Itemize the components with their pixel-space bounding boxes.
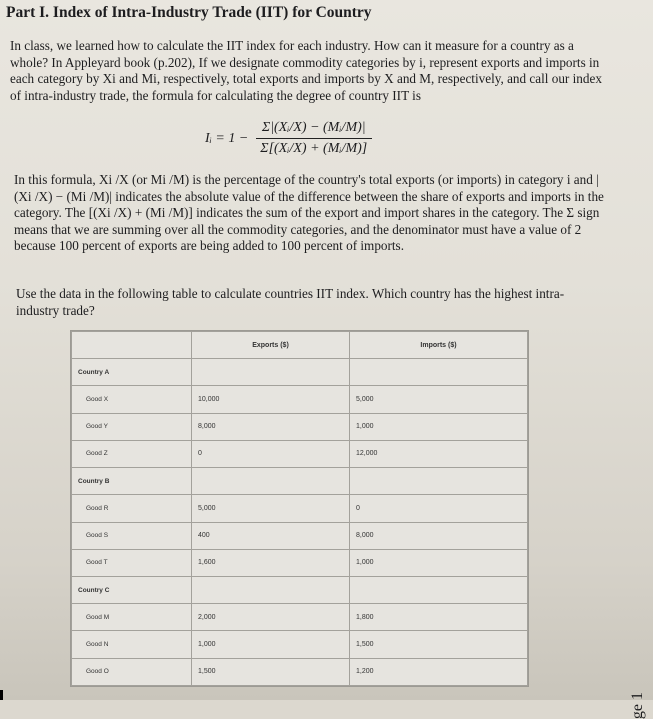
good-label: Good Z	[72, 440, 192, 467]
exports-value: 10,000	[192, 386, 350, 413]
table-row	[72, 413, 528, 440]
exports-header: Exports ($)	[192, 332, 350, 359]
country-label: Country B	[72, 468, 192, 495]
good-label: Good T	[72, 549, 192, 576]
exports-value: 2,000	[192, 604, 350, 631]
country-label: Country A	[72, 359, 192, 386]
trade-table	[71, 331, 528, 686]
question-paragraph: Use the data in the following table to calculate countries IIT index. Which country has the highest intra-industry trade?	[16, 286, 565, 318]
imports-value: 8,000	[350, 522, 528, 549]
table-row	[72, 631, 528, 658]
imports-header: Imports ($)	[350, 332, 528, 359]
imports-value: 12,000	[350, 440, 528, 467]
table-row	[72, 604, 528, 631]
table-row	[72, 386, 528, 413]
imports-value: 1,200	[350, 658, 528, 685]
table-header-row	[72, 332, 528, 359]
intro-paragraph: In class, we learned how to calculate the IIT index for each industry. How can it measure for a country as a whole? In Appleyard book (p.202), If we designate commodity categories by i, represent exports and imports in each category by Xi and Mi, respectively, total exports and imports by X and M, respectively, and call our index of intra-industry trade, the formula for calculating the degree of country IIT is	[10, 38, 602, 103]
exports-value: 1,600	[192, 549, 350, 576]
table-row	[72, 522, 528, 549]
country-label: Country C	[72, 576, 192, 603]
formula-numerator: Σ|(Xᵢ/X) − (Mᵢ/M)|	[256, 120, 372, 139]
page-edge-mark	[0, 690, 3, 700]
good-label: Good Y	[72, 413, 192, 440]
imports-value: 1,500	[350, 631, 528, 658]
explanation-paragraph: In this formula, Xi /X (or Mi /M) is the percentage of the country's total exports (or imports) in category i and |(Xi /X) − (Mi /M)| indicates the absolute value of the difference between the share of exports and imports in the category. The [(Xi /X) + (Mi /M)] indicates the sum of the export and import shares in the category. The Σ sign means that we are summing over all the commodity categories, and the denominator must have a value of 2 because 100 percent of exports are being added to 100 percent of imports.	[14, 172, 604, 253]
formula-lhs: Iᵢ = 1 −	[205, 130, 249, 146]
formula-denominator: Σ[(Xᵢ/X) + (Mᵢ/M)]	[260, 141, 368, 156]
good-label: Good X	[72, 386, 192, 413]
page-title: Part I. Index of Intra-Industry Trade (IIT) for Country	[6, 4, 372, 21]
good-label: Good O	[72, 658, 192, 685]
exports-value: 0	[192, 440, 350, 467]
country-row	[72, 576, 528, 603]
country-row	[72, 468, 528, 495]
good-label: Good R	[72, 495, 192, 522]
trade-table-container	[70, 330, 529, 687]
country-row	[72, 359, 528, 386]
imports-value: 1,800	[350, 604, 528, 631]
table-row	[72, 549, 528, 576]
exports-value: 1,500	[192, 658, 350, 685]
page-number: ge 1	[629, 692, 646, 719]
exports-value: 5,000	[192, 495, 350, 522]
table-row	[72, 440, 528, 467]
imports-value: 1,000	[350, 549, 528, 576]
table-row	[72, 495, 528, 522]
good-label: Good N	[72, 631, 192, 658]
table-row	[72, 658, 528, 685]
imports-value: 5,000	[350, 386, 528, 413]
imports-value: 0	[350, 495, 528, 522]
exports-value: 8,000	[192, 413, 350, 440]
iit-formula	[205, 120, 373, 157]
exports-value: 400	[192, 522, 350, 549]
exports-value: 1,000	[192, 631, 350, 658]
good-label: Good M	[72, 604, 192, 631]
formula-fraction	[254, 120, 373, 157]
good-label: Good S	[72, 522, 192, 549]
imports-value: 1,000	[350, 413, 528, 440]
